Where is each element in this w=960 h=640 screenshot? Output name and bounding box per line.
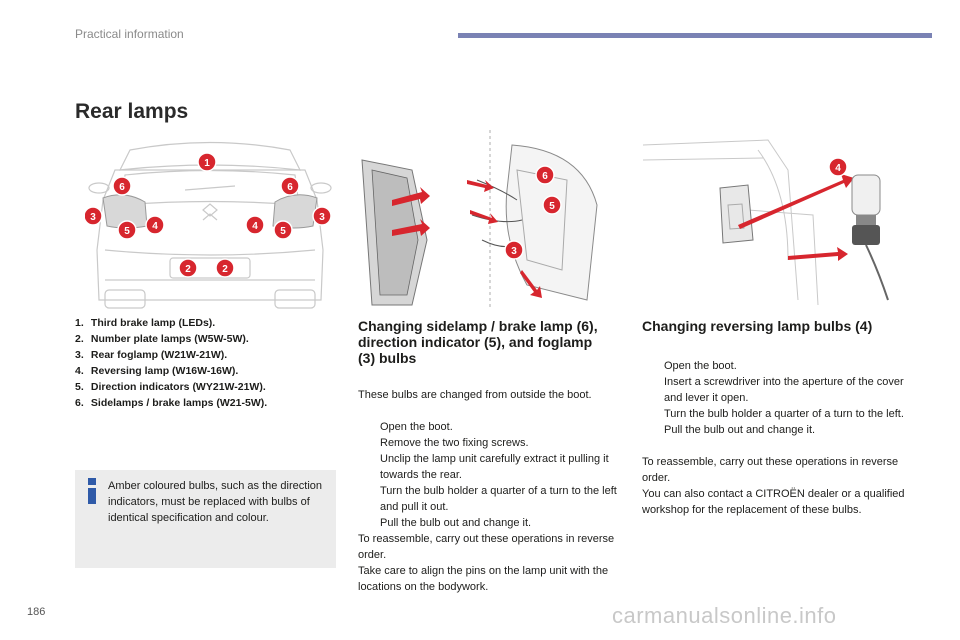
sidelamp-outro-2: Take care to align the pins on the lamp unit with the locations on the bodywork. [358,565,609,593]
list-item: 4. Reversing lamp (W16W-16W). [75,365,239,377]
list-item: Insert a screwdriver into the aperture of the cover and lever it open. [664,376,904,404]
arrow-reversing-1 [738,174,854,229]
reversing-outro [642,454,912,518]
callout-5: 5 [124,226,130,237]
sidelamp-steps [358,419,620,531]
sidelamp-heading: Changing sidelamp / brake lamp (6), direction indicator (5), and foglamp (3) bulbs [358,318,598,366]
list-item: 2. Number plate lamps (W5W-5W). [75,333,249,345]
callout-1: 1 [204,158,210,169]
reversing-heading: Changing reversing lamp bulbs (4) [642,318,873,334]
header-title: Practical information [75,27,184,41]
reversing-steps [642,358,910,438]
list-item: Pull the bulb out and change it. [380,517,532,529]
callout-5: 5 [280,226,286,237]
callout-5: 5 [549,201,555,212]
callout-6: 6 [287,182,293,193]
info-icon [87,478,97,504]
callout-6: 6 [119,182,125,193]
callout-4: 4 [152,221,158,232]
list-item: 6. Sidelamps / brake lamps (W21-5W). [75,397,268,409]
page-title: Rear lamps [75,100,189,123]
lamp-list [75,315,345,411]
list-item: Turn the bulb holder a quarter of a turn to the left. [664,408,904,420]
header-bar [458,33,932,38]
list-item: Open the boot. [664,360,737,372]
sidelamp-outro-1: To reassemble, carry out these operations in reverse order. [358,533,615,561]
callout-3: 3 [511,246,517,257]
sidelamp-intro: These bulbs are changed from outside the boot. [358,389,592,401]
list-item: 5. Direction indicators (WY21W-21W). [75,381,266,393]
list-item: Pull the bulb out and change it. [664,424,816,436]
callout-6: 6 [542,171,548,182]
list-item: 1. Third brake lamp (LEDs). [75,317,216,329]
reversing-outro-2: You can also contact a CITROËN dealer or a qualified workshop for the replacement of these bulbs. [642,488,905,516]
list-item: 3. Rear foglamp (W21W-21W). [75,349,228,361]
reversing-lamp-illustration [638,130,910,310]
list-item: Open the boot. [380,421,453,433]
callout-2: 2 [222,264,228,275]
sidelamp-cluster-illustration [352,130,607,310]
info-box [75,470,336,568]
page-number: 186 [27,606,46,618]
callout-3: 3 [319,212,325,223]
list-item: Turn the bulb holder a quarter of a turn to the left and pull it out. [380,485,617,513]
list-item: Remove the two fixing screws. [380,437,529,449]
watermark: carmanualsonline.info [612,603,837,628]
sidelamp-outro [358,531,620,595]
callout-3: 3 [90,212,96,223]
callout-4: 4 [252,221,258,232]
arrow-reversing-2 [788,247,848,261]
callout-4: 4 [835,163,841,174]
reversing-outro-1: To reassemble, carry out these operations in reverse order. [642,456,899,484]
arrow-center-2 [470,210,498,224]
car-rear-illustration [85,130,335,310]
info-box-text: Amber coloured bulbs, such as the direction indicators, must be replaced with bulbs of identical specification and colour. [108,480,323,524]
callout-2: 2 [185,264,191,275]
list-item: Unclip the lamp unit carefully extract it pulling it towards the rear. [380,453,609,481]
